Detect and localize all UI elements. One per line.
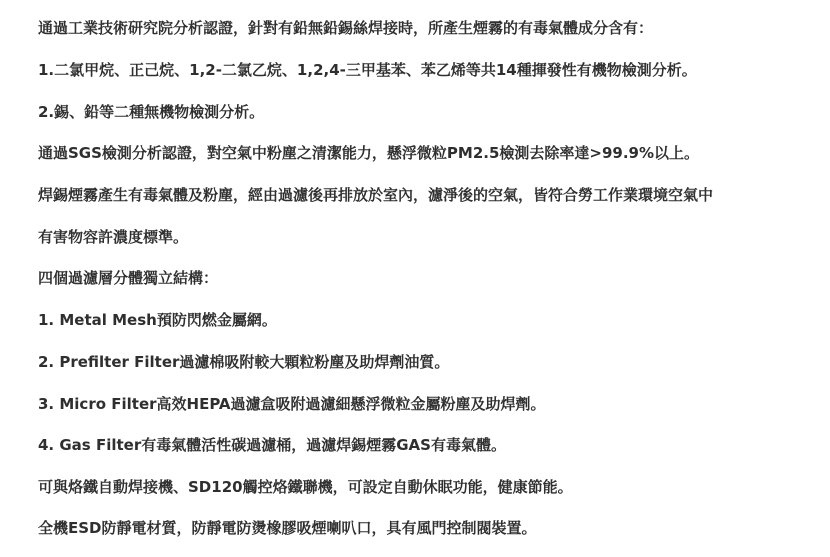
paragraph-line-4: 通過SGS檢測分析認證，對空氣中粉塵之清潔能力，懸浮微粒PM2.5檢測去除率達>99.9%以上。 xyxy=(38,144,700,162)
paragraph-line-11: 4. Gas Filter有毒氣體活性碳過濾桶，過濾焊錫煙霧GAS有毒氣體。 xyxy=(38,436,506,454)
paragraph-line-6: 有害物容許濃度標準。 xyxy=(38,228,189,246)
paragraph-line-3: 2.錫、鉛等二種無機物檢測分析。 xyxy=(38,103,265,121)
paragraph-line-9: 2. Prefilter Filter過濾棉吸附較大顆粒粉塵及助焊劑油質。 xyxy=(38,353,450,371)
paragraph-line-12: 可與烙鐵自動焊接機、SD120觸控烙鐵聯機，可設定自動休眠功能，健康節能。 xyxy=(38,478,573,496)
paragraph-line-10: 3. Micro Filter高效HEPA過濾盒吸附過濾細懸浮微粒金屬粉塵及助焊劑。 xyxy=(38,395,546,413)
paragraph-line-1: 通過工業技術研究院分析認證，針對有鉛無鉛錫絲焊接時，所產生煙霧的有毒氣體成分含有： xyxy=(38,19,654,37)
paragraph-line-13: 全機ESD防靜電材質，防靜電防燙橡膠吸煙喇叭口，具有風門控制閥裝置。 xyxy=(38,519,537,537)
paragraph-line-7: 四個過濾層分體獨立結構： xyxy=(38,269,219,287)
paragraph-line-2: 1.二氯甲烷、正己烷、1,2-二氯乙烷、1,2,4-三甲基苯、苯乙烯等共14種揮發性有機物檢測分析。 xyxy=(38,61,697,79)
paragraph-line-5: 焊錫煙霧產生有毒氣體及粉塵，經由過濾後再排放於室內，濾淨後的空氣，皆符合勞工作業環境空氣中 xyxy=(38,186,714,204)
paragraph-line-8: 1. Metal Mesh預防閃燃金屬網。 xyxy=(38,311,277,329)
